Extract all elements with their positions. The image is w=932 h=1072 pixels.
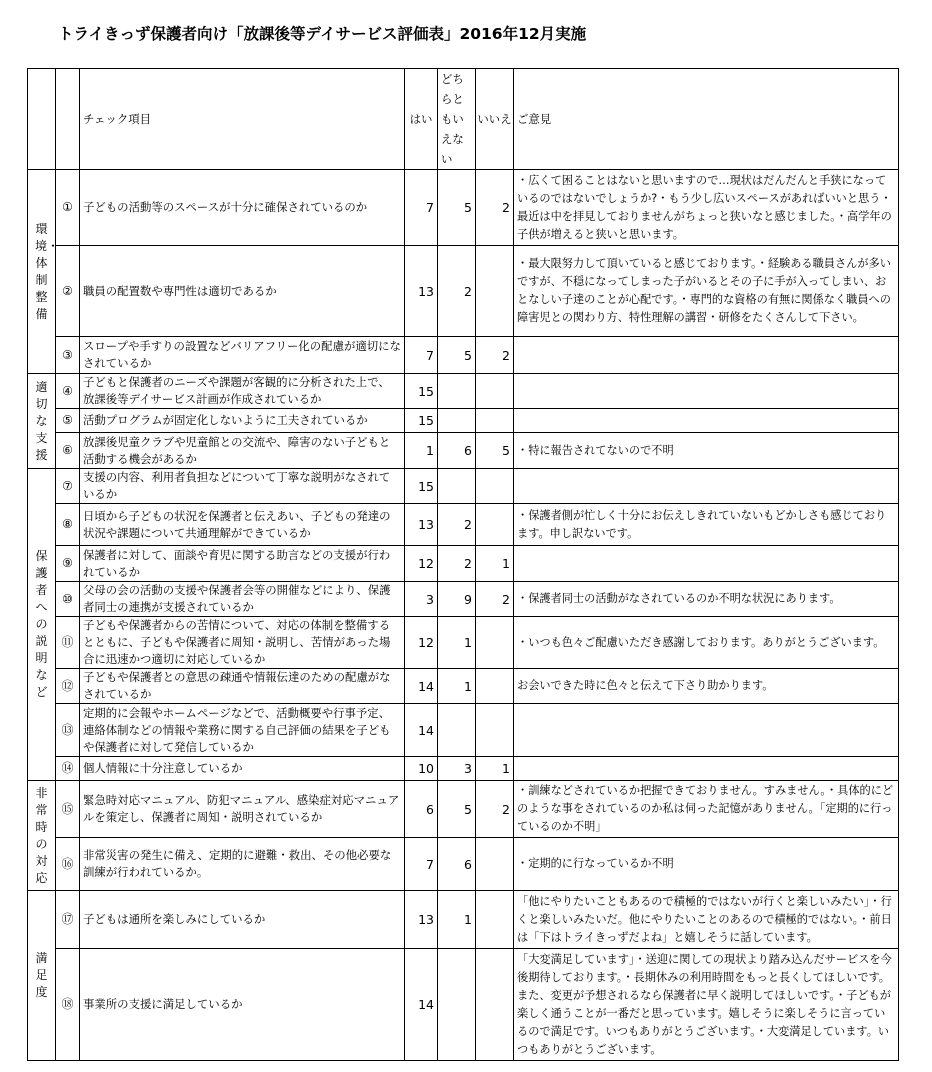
table-row (28, 617, 899, 669)
yes-count: 12 (405, 617, 438, 669)
row-number: ⑯ (56, 838, 80, 891)
neither-count: 2 (438, 546, 476, 582)
neither-count: 5 (438, 781, 476, 838)
row-number: ⑫ (56, 669, 80, 704)
row-number: ⑱ (56, 949, 80, 1061)
no-count (476, 669, 514, 704)
comment-cell: ・特に報告されてないので不明 (514, 433, 899, 469)
yes-count: 13 (405, 891, 438, 949)
no-count (476, 704, 514, 757)
header-category-cell (28, 69, 56, 170)
category-cell (28, 170, 60, 374)
comment-cell (514, 374, 899, 409)
header-neither (438, 69, 476, 170)
no-count: 2 (476, 582, 514, 617)
table-row (28, 170, 899, 246)
row-number: ⑬ (56, 704, 80, 757)
header-row (28, 69, 899, 170)
comment-cell: 「他にやりたいこともあるので積極的ではないが行くと楽しいみたい」・行くと楽しいみたいだ。他にやりたいことのあるので積極的ではない。・前日は「下はトライきっずだよね」と嬉しそうに話しています。 (514, 891, 899, 949)
yes-count: 7 (405, 838, 438, 891)
yes-count: 7 (405, 337, 438, 374)
neither-count (438, 949, 476, 1061)
comment-cell (514, 337, 899, 374)
category-cell (28, 469, 56, 781)
comment-cell: ・保護者同士の活動がなされているのか不明な状況にあります。 (514, 582, 899, 617)
category-label: 保護者への説明など (35, 549, 48, 699)
table-row (28, 433, 899, 469)
no-count (476, 949, 514, 1061)
yes-count: 15 (405, 469, 438, 504)
category-cell (28, 374, 56, 469)
table-row (28, 704, 899, 757)
row-number: ⑧ (56, 504, 80, 546)
row-number: ② (56, 246, 80, 337)
yes-count: 3 (405, 582, 438, 617)
check-item: 定期的に会報やホームページなどで、活動概要や行事予定、連絡体制などの情報や業務に関する自己評価の結果を子どもや保護者に対して発信しているか (80, 704, 405, 757)
neither-count: 6 (438, 433, 476, 469)
yes-count: 12 (405, 546, 438, 582)
table-row (28, 838, 899, 891)
yes-count: 7 (405, 170, 438, 246)
comment-cell (514, 546, 899, 582)
yes-count: 15 (405, 409, 438, 433)
no-count: 2 (476, 170, 514, 246)
no-count: 5 (476, 433, 514, 469)
comment-cell: 「大変満足しています」・送迎に関しての現状より踏み込んだサービスを今後期待しております。・長期休みの利用時間をもっと長くしてほしいです。また、変更が予想されるなら保護者に早く説明してほしいです。・子どもが楽しく通うことが一番だと思っています。嬉しそうに楽しそうに言っているので満足です。いつもありがとうございます。・大変満足しています。いつもありがとうございます。 (514, 949, 899, 1061)
yes-count: 14 (405, 669, 438, 704)
neither-count: 3 (438, 757, 476, 781)
comment-cell: ・定期的に行なっているか不明 (514, 838, 899, 891)
row-number: ① (56, 170, 80, 246)
yes-count: 15 (405, 374, 438, 409)
table-row (28, 669, 899, 704)
page-title: トライきっず保護者向け「放課後等デイサービス評価表」2016年12月実施 (58, 25, 587, 43)
check-item: 活動プログラムが固定化しないように工夫されているか (80, 409, 405, 433)
row-number: ⑮ (56, 781, 80, 838)
category-cell (28, 891, 56, 1061)
table-row (28, 546, 899, 582)
comment-cell (514, 469, 899, 504)
category-label: 非常時の対応 (35, 785, 48, 885)
row-number: ③ (56, 337, 80, 374)
no-count: 1 (476, 757, 514, 781)
yes-count: 1 (405, 433, 438, 469)
neither-count: 2 (438, 504, 476, 546)
no-count (476, 617, 514, 669)
row-number: ⑦ (56, 469, 80, 504)
row-number: ⑪ (56, 617, 80, 669)
table-row (28, 891, 899, 949)
check-item: 子どもは通所を楽しみにしているか (80, 891, 405, 949)
row-number: ⑭ (56, 757, 80, 781)
yes-count: 10 (405, 757, 438, 781)
comment-cell: ・いつも色々ご配慮いただき感謝しております。ありがとうございます。 (514, 617, 899, 669)
header-neither-text: どちらともいえない (441, 72, 464, 166)
check-item: 子どもや保護者との意思の疎通や情報伝達のための配慮がなされているか (80, 669, 405, 704)
header-number-cell (56, 69, 80, 170)
check-item: 職員の配置数や専門性は適切であるか (80, 246, 405, 337)
category-label: 満足度 (35, 951, 48, 999)
table-row (28, 504, 899, 546)
no-count: 2 (476, 337, 514, 374)
comment-cell (514, 704, 899, 757)
no-count (476, 891, 514, 949)
yes-count: 14 (405, 949, 438, 1061)
row-number: ⑰ (56, 891, 80, 949)
category-label: 環境・体制整備 (35, 221, 60, 321)
row-number: ⑩ (56, 582, 80, 617)
table-row (28, 949, 899, 1061)
table-row (28, 337, 899, 374)
comment-cell: ・保護者側が忙しく十分にお伝えしきれていないもどかしさも感じております。申し訳ないです。 (514, 504, 899, 546)
check-item: 放課後児童クラブや児童館との交流や、障害のない子どもと活動する機会があるか (80, 433, 405, 469)
neither-count: 5 (438, 170, 476, 246)
comment-cell (514, 409, 899, 433)
header-item: チェック項目 (80, 69, 405, 170)
row-number: ⑨ (56, 546, 80, 582)
check-item: 保護者に対して、面談や育児に関する助言などの支援が行われているか (80, 546, 405, 582)
comment-cell: ・訓練などされているか把握できておりません。すみません。・具体的にどのような事をされているのか私は伺った記憶がありません。「定期的に行っているのか不明」 (514, 781, 899, 838)
neither-count: 9 (438, 582, 476, 617)
check-item: 非常災害の発生に備え、定期的に避難・救出、その他必要な訓練が行われているか。 (80, 838, 405, 891)
row-number: ⑥ (56, 433, 80, 469)
table-row (28, 781, 899, 838)
check-item: 緊急時対応マニュアル、防犯マニュアル、感染症対応マニュアルを策定し、保護者に周知・説明されているか (80, 781, 405, 838)
no-count: 2 (476, 781, 514, 838)
yes-count: 14 (405, 704, 438, 757)
row-number: ④ (56, 374, 80, 409)
check-item: 子どもと保護者のニーズや課題が客観的に分析された上で、放課後等デイサービス計画が作成されているか (80, 374, 405, 409)
table-row (28, 469, 899, 504)
neither-count (438, 704, 476, 757)
row-number: ⑤ (56, 409, 80, 433)
check-item: 父母の会の活動の支援や保護者会等の開催などにより、保護者同士の連携が支援されているか (80, 582, 405, 617)
neither-count: 5 (438, 337, 476, 374)
table-row (28, 374, 899, 409)
no-count: 1 (476, 546, 514, 582)
comment-cell: ・広くて困ることはないと思いますので…現状はだんだんと手狭になっているのではないでしょうか?・もう少し広いスペースがあればいいと思う・最近は中を拝見しておりませんがちょっと狭いなと感じました。・高学年の子供が増えると狭いと思います。 (514, 170, 899, 246)
neither-count (438, 409, 476, 433)
neither-count: 1 (438, 891, 476, 949)
yes-count: 13 (405, 246, 438, 337)
check-item: 個人情報に十分注意しているか (80, 757, 405, 781)
yes-count: 6 (405, 781, 438, 838)
neither-count: 1 (438, 617, 476, 669)
table-row (28, 246, 899, 337)
no-count (476, 409, 514, 433)
header-yes: はい (405, 69, 438, 170)
yes-count: 13 (405, 504, 438, 546)
header-comment: ご意見 (514, 69, 899, 170)
evaluation-table (27, 68, 899, 1061)
comment-cell: お会いできた時に色々と伝えて下さり助かります。 (514, 669, 899, 704)
no-count (476, 504, 514, 546)
neither-count: 1 (438, 669, 476, 704)
neither-count (438, 469, 476, 504)
table-row (28, 409, 899, 433)
neither-count (438, 374, 476, 409)
no-count (476, 246, 514, 337)
comment-cell: ・最大限努力して頂いていると感じております。・経験ある職員さんが多いですが、不穏になってしまった子がいるとその子に手が入ってしまい、おとなしい子達のことが心配です。・専門的な資格の有無に関係なく職員への障害児との関わり方、特性理解の講習・研修をたくさんして下さい。 (514, 246, 899, 337)
neither-count: 6 (438, 838, 476, 891)
check-item: 日頃から子どもの状況を保護者と伝えあい、子どもの発達の状況や課題について共通理解ができているか (80, 504, 405, 546)
table-row (28, 582, 899, 617)
header-no: いいえ (476, 69, 514, 170)
check-item: 子どもの活動等のスペースが十分に確保されているのか (80, 170, 405, 246)
check-item: 支援の内容、利用者負担などについて丁寧な説明がなされているか (80, 469, 405, 504)
check-item: 事業所の支援に満足しているか (80, 949, 405, 1061)
no-count (476, 838, 514, 891)
check-item: スロープや手すりの設置などバリアフリー化の配慮が適切になされているか (80, 337, 405, 374)
no-count (476, 469, 514, 504)
no-count (476, 374, 514, 409)
neither-count: 2 (438, 246, 476, 337)
comment-cell (514, 757, 899, 781)
category-cell (28, 781, 56, 891)
check-item: 子どもや保護者からの苦情について、対応の体制を整備するとともに、子どもや保護者に周知・説明し、苦情があった場合に迅速かつ適切に対応しているか (80, 617, 405, 669)
category-label: 適切な支援 (35, 379, 48, 462)
table-row (28, 757, 899, 781)
